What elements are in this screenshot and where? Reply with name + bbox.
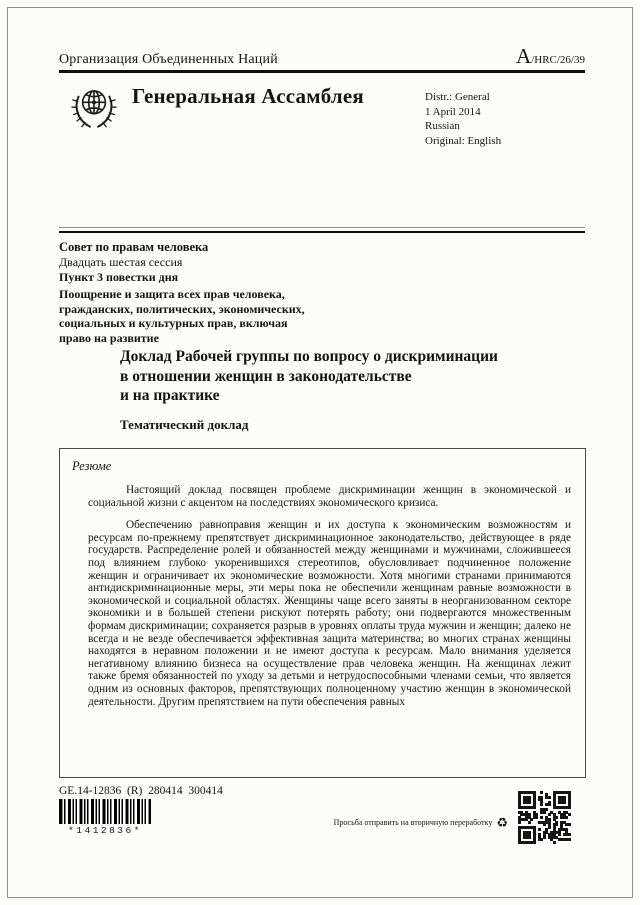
report-title-line: в отношении женщин в законодательстве	[120, 367, 412, 385]
report-title-line: Доклад Рабочей группы по вопросу о дискриминации	[120, 348, 498, 365]
agenda-item: Пункт 3 повестки дня	[59, 270, 179, 284]
distr-line: 1 April 2014	[425, 105, 481, 118]
un-emblem-icon	[68, 82, 120, 134]
report-title-line: и на практике	[120, 387, 220, 404]
summary-paragraph: Настоящий доклад посвящен проблеме дискриминации женщин в экономической и социальной жизни с акцентом на последствиях экономического кризиса.	[88, 484, 571, 509]
recycle-note	[334, 816, 508, 829]
agenda-title-line: Поощрение и защита всех прав человека,	[59, 287, 285, 301]
agenda-title	[59, 287, 305, 345]
symbol-letter: A	[516, 44, 532, 68]
divider-top	[59, 70, 585, 73]
organization-name: Организация Объединенных Наций	[59, 52, 278, 67]
council-name: Совет по правам человека	[59, 240, 209, 254]
summary-paragraph: Обеспечению равноправия женщин и их доступа к экономическим возможностям и ресурсам по-прежнему препятствует дискриминационное законодательство, действующее в ряде государств. Распределение ролей и обязанностей между женщинами и мужчинами, сложившееся под влиянием глубоко укоренившихся стереотипов, обусловливает подчиненное положение женщин и ограничивает их экономические возможности. Хотя многими странами принимаются антидискриминационные меры, эти меры пока не обеспечили женщинам равные возможности в экономической и социальной областях. Женщины чаще всего заняты в неорганизованном секторе экономики и в большей степени рискуют потерять работу; они подвергаются множественным формам дискриминации; сохраняется разрыв в уровнях оплаты труда мужчин и женщин; далеко не всегда и не везде обеспечивается эффективная защита материнства; во многих странах женщины находятся в неравном положении и не имеют доступа к ресурсам. Мало внимания уделяется негативному влиянию бизнеса на осуществление прав человека женщин. На женщинах лежит также бремя обязанностей по уходу за детьми и нетрудоспособными членами семьи, что является одним из основных факторов, препятствующих полноценному участию женщин в экономической деятельности. Другим препятствием на пути обеспечения равных	[88, 519, 571, 708]
recycle-icon: ♻	[496, 815, 508, 830]
session-block	[59, 240, 305, 345]
session-name: Двадцать шестая сессия	[59, 255, 183, 269]
summary-heading: Резюме	[72, 459, 112, 473]
report-title	[120, 347, 498, 406]
divider-thick	[59, 231, 585, 233]
barcode-text: *1412836*	[68, 825, 142, 836]
agenda-title-line: право на развитие	[59, 330, 159, 345]
document-symbol	[516, 44, 585, 69]
distr-line: Distr.: General	[425, 91, 490, 103]
assembly-title: Генеральная Ассамблея	[132, 84, 364, 108]
top-header-row	[59, 44, 585, 69]
qr-code	[518, 791, 570, 843]
barcode-bars	[59, 799, 151, 824]
distr-line: Russian	[425, 120, 460, 132]
agenda-title-line: социальных и культурных прав, включая	[59, 316, 288, 330]
agenda-title-line: гражданских, политических, экономических,	[59, 301, 305, 316]
distribution-block	[425, 90, 501, 148]
summary-box	[59, 448, 586, 778]
barcode	[59, 799, 151, 836]
recycle-note-text: Просьба отправить на вторичную переработку	[333, 818, 493, 827]
document-reference: GE.14-12836 (R) 280414 300414	[59, 785, 223, 797]
report-subtitle: Тематический доклад	[120, 417, 249, 432]
distr-line: Original: English	[425, 134, 502, 147]
divider-thin	[59, 227, 585, 228]
symbol-rest: /HRC/26/39	[531, 54, 585, 66]
